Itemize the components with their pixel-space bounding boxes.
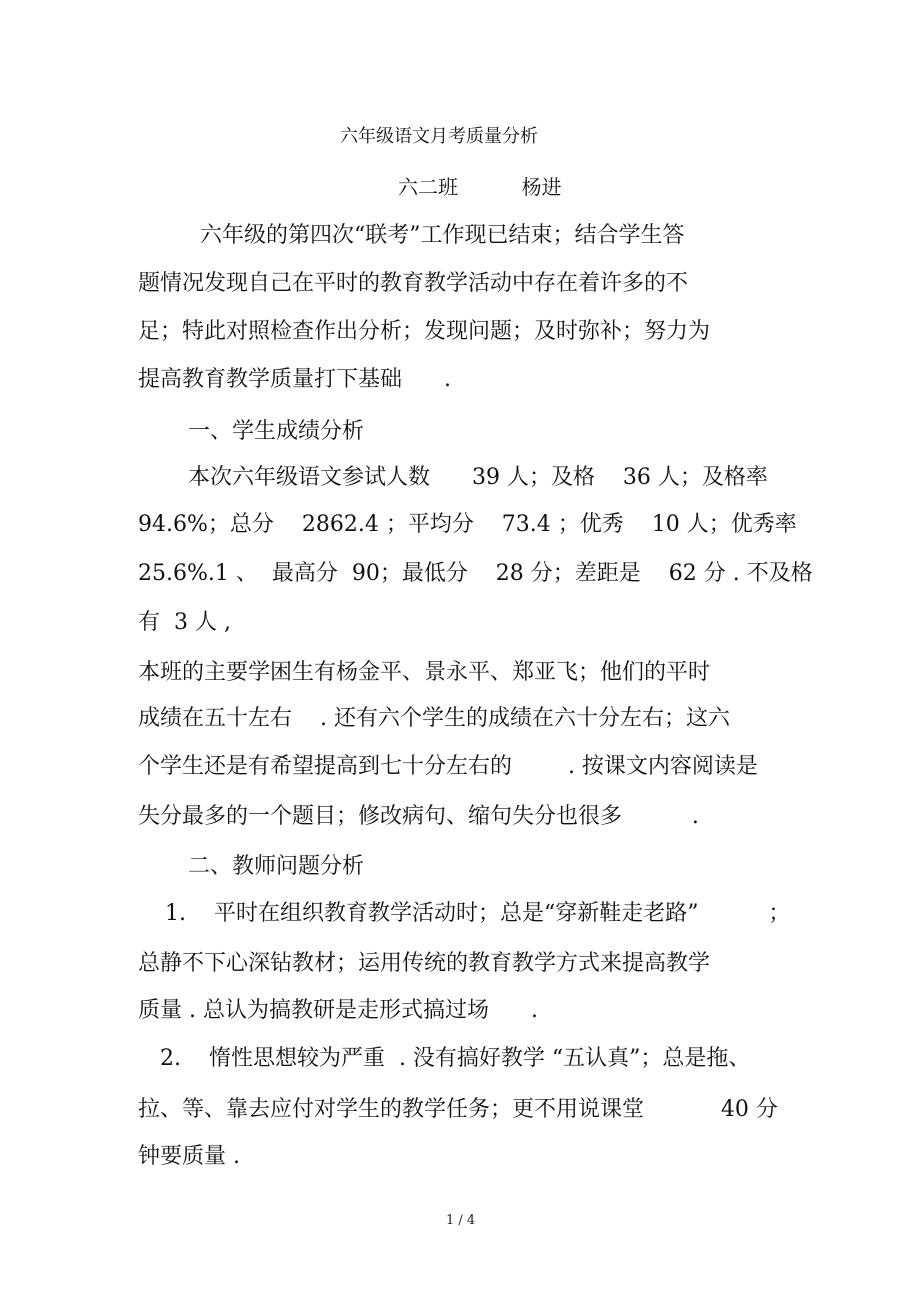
paragraph-line: 质量 . 总认为搞教研是走形式搞过场 . (138, 998, 538, 1023)
paragraph-line: 拉、等、靠去应付对学生的教学任务；更不用说课堂 40 分 (138, 1097, 778, 1122)
paragraph-line: 本次六年级语文参试人数 39 人；及格 36 人；及格率 (188, 465, 768, 490)
paragraph-line: 有 3 人 , (138, 610, 231, 635)
paragraph-line: 足；特此对照检查作出分析；发现问题；及时弥补；努力为 (138, 319, 711, 344)
paragraph-line: 总静不下心深钻教材；运用传统的教育教学方式来提高教学 (138, 951, 711, 976)
paragraph-line: 2. 惰性思想较为严重 . 没有搞好教学 “五认真”；总是拖、 (160, 1046, 751, 1071)
section-heading: 二、教师问题分析 (188, 854, 365, 879)
paragraph-line: 1. 平时在组织教育教学活动时；总是“穿新鞋走老路” ； (165, 901, 791, 926)
paragraph-line: 钟要质量 . (138, 1144, 240, 1169)
document-subtitle: 六二班 杨进 (398, 175, 562, 199)
paragraph-line: 94.6%；总分 2862.4 ；平均分 73.4 ；优秀 10 人；优秀率 (138, 512, 797, 537)
paragraph-line: 题情况发现自己在平时的教育教学活动中存在着许多的不 (138, 271, 689, 296)
paragraph-line: 本班的主要学困生有杨金平、景永平、郑亚飞；他们的平时 (138, 660, 711, 685)
paragraph-line: 失分最多的一个题目；修改病句、缩句失分也很多 . (138, 804, 699, 829)
page-number: 1 / 4 (446, 1213, 476, 1228)
paragraph-line: 成绩在五十左右 . 还有六个学生的成绩在六十分左右；这六 (138, 706, 730, 731)
section-heading: 一、学生成绩分析 (188, 419, 365, 444)
paragraph-line: 个学生还是有希望提高到七十分左右的 . 按课文内容阅读是 (138, 754, 758, 779)
document-title: 六年级语文月考质量分析 (340, 126, 538, 147)
paragraph-line: 25.6%.1 、 最高分 90；最低分 28 分；差距是 62 分 . 不及格 (138, 561, 813, 586)
paragraph-line: 提高教育教学质量打下基础 . (138, 367, 451, 392)
paragraph-line: 六年级的第四次“联考”工作现已结束；结合学生答 (200, 223, 685, 248)
